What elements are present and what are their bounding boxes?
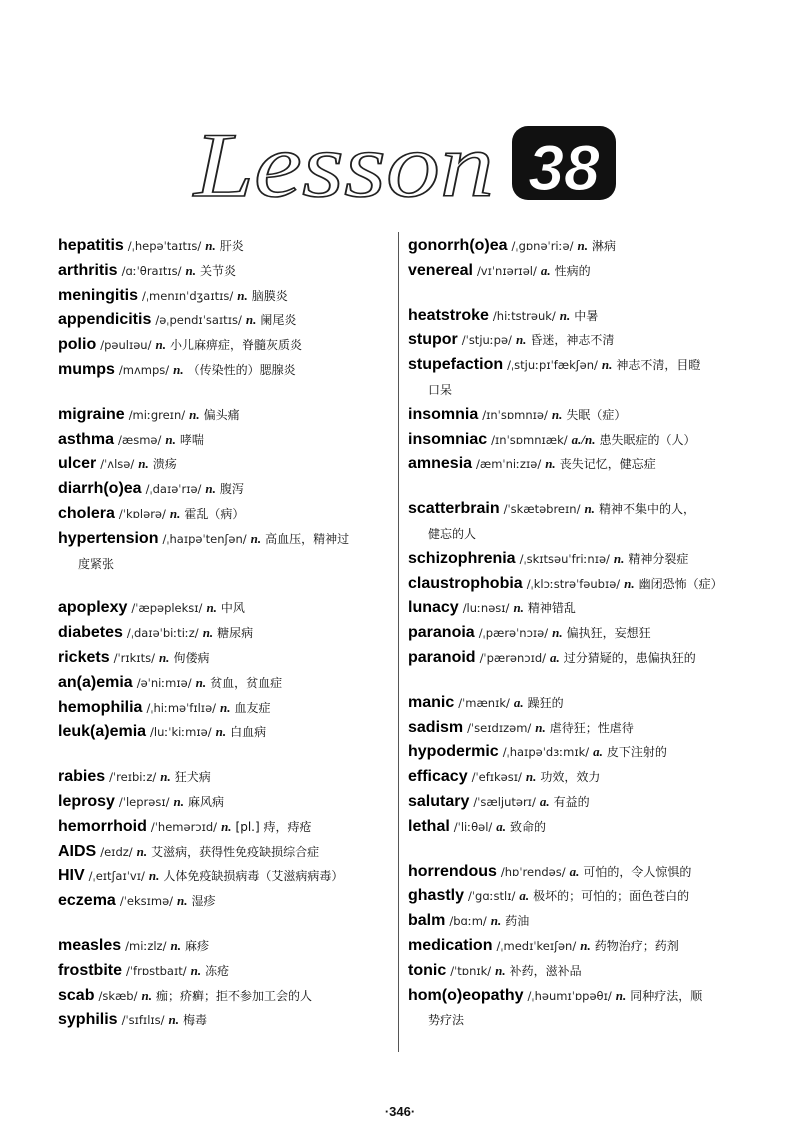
vocab-word: ghastly [408, 887, 465, 905]
vocab-word: efficacy [408, 768, 468, 786]
vocab-definition: 肝炎 [219, 239, 244, 253]
vocab-part-of-speech: n. [245, 312, 257, 328]
vocab-entry [408, 716, 760, 741]
vocab-definition: 中风 [220, 601, 245, 616]
vocab-pronunciation: /ˈleprəsɪ/ [118, 794, 170, 809]
vocab-word: hepatitis [58, 237, 124, 254]
vocab-definition: 幽闭恐怖（症） [638, 576, 723, 591]
vocab-word: hypertension [58, 529, 159, 547]
vocab-definition: （传染性的）腮腺炎 [187, 362, 296, 377]
vocab-definition: 关节炎 [200, 263, 237, 278]
vocab-word: schizophrenia [408, 549, 516, 567]
vocab-word: amnesia [408, 455, 473, 473]
vocab-pronunciation: /ˌpærəˈnɔɪə/ [478, 626, 549, 641]
vocab-part-of-speech: n. [155, 337, 166, 353]
vocab-definition: 补药，滋补品 [509, 963, 582, 978]
vocab-word: mumps [58, 360, 115, 378]
vocab-group [408, 691, 760, 840]
vocab-definition-continued: 势疗法 [428, 1013, 465, 1028]
vocab-word: paranoia [408, 624, 475, 642]
vocab-part-of-speech: n. [584, 501, 595, 517]
vocab-entry [58, 259, 388, 284]
vocab-part-of-speech: n. [237, 287, 248, 303]
vocab-word: medication [408, 936, 493, 954]
vocab-definition: 丧失记忆，健忘症 [559, 457, 656, 472]
vocab-pronunciation: /ˈefɪkəsɪ/ [471, 770, 522, 785]
vocab-pronunciation: /ˈkɒlərə/ [118, 506, 166, 521]
vocab-pronunciation: /miːzlz/ [125, 938, 167, 953]
vocab-part-of-speech: n. [190, 962, 202, 978]
vocab-pronunciation: /ˌmenɪnˈdʒaɪtɪs/ [142, 288, 234, 303]
vocab-word: insomnia [408, 405, 479, 423]
vocab-word: diarrh(o)ea [58, 480, 142, 498]
vocab-pronunciation: /eɪdz/ [100, 844, 133, 859]
vocab-definition: 哮喘 [179, 432, 204, 447]
vocab-definition: 偏执狂，妄想狂 [566, 626, 651, 641]
vocab-pronunciation: /luːnəsɪ/ [462, 601, 510, 616]
vocab-word: frostbite [58, 961, 122, 979]
vocab-pronunciation: /ˈseɪdɪzəm/ [467, 720, 532, 735]
vocab-part-of-speech: n. [148, 868, 160, 884]
vocab-pronunciation: /mʌmps/ [118, 362, 170, 377]
vocab-pronunciation: /ˈstjuːpə/ [461, 333, 512, 348]
vocab-word: tonic [408, 961, 447, 979]
vocab-word: insomniac [408, 430, 488, 448]
vocab-part-of-speech: a. [539, 793, 550, 809]
vocab-definition: 梅毒 [183, 1013, 208, 1028]
vocab-definition: 同种疗法，顺 [630, 988, 703, 1003]
vocab-pronunciation: /ɪnˈsɒmnɪə/ [482, 407, 548, 422]
vocab-definition: 霍乱（病） [184, 506, 245, 521]
vocab-entry [58, 815, 388, 840]
vocab-word: measles [58, 936, 122, 954]
vocab-definition: 湿疹 [191, 894, 216, 909]
vocab-pronunciation: /hiːtstrəuk/ [492, 308, 556, 323]
vocab-pronunciation: /miːgreɪn/ [128, 407, 186, 422]
vocab-entry [58, 428, 388, 453]
vocab-entry [408, 234, 760, 259]
vocab-word: salutary [408, 792, 470, 810]
vocab-entry [58, 934, 388, 959]
vocab-definition: 偏头痛 [203, 407, 240, 422]
vocab-part-of-speech: n. [177, 893, 188, 909]
vocab-pronunciation: /ˈsæljutərɪ/ [473, 794, 536, 809]
vocab-word: hemorrhoid [58, 817, 147, 835]
vocab-entry [58, 308, 388, 333]
vocab-word: appendicitis [58, 311, 152, 329]
vocab-group [58, 596, 388, 745]
vocab-part-of-speech: n. [138, 456, 149, 472]
vocab-entry [58, 477, 388, 502]
vocab-entry [408, 909, 760, 934]
page-number: ·346· [384, 1104, 416, 1119]
vocab-word: lethal [408, 817, 450, 835]
vocab-definition: 可怕的，令人惊惧的 [583, 864, 692, 879]
vocab-part-of-speech: n. [206, 600, 217, 616]
vocab-definition: 艾滋病，获得性免疫缺损综合症 [151, 844, 320, 859]
vocab-definition: 小儿麻痹症，脊髓灰质炎 [169, 338, 302, 353]
vocab-entry [58, 403, 388, 428]
vocab-group [58, 403, 388, 577]
vocab-word: claustrophobia [408, 574, 523, 592]
vocab-definition: 脑膜炎 [251, 288, 288, 303]
vocab-word: apoplexy [58, 599, 128, 617]
vocab-pronunciation: /luːˈkiːmɪə/ [150, 725, 212, 740]
vocab-group [58, 765, 388, 914]
vocab-part-of-speech: n. [205, 481, 216, 497]
column-divider [398, 232, 399, 1052]
vocab-part-of-speech: n. [195, 674, 207, 690]
vocab-word: rickets [58, 648, 110, 666]
vocab-part-of-speech: n. [515, 332, 527, 348]
vocab-entry [58, 671, 388, 696]
vocab-entry [408, 596, 760, 621]
vocab-word: scatterbrain [408, 500, 500, 518]
vocab-definition: 中暑 [574, 308, 599, 323]
vocab-word: cholera [58, 504, 115, 522]
vocab-definition: 痂；疥癣；拒不参加工会的人 [155, 988, 312, 1003]
vocab-definition-continued: 健忘的人 [428, 526, 477, 541]
vocab-definition: 昏迷，神志不清 [530, 333, 615, 348]
vocab-entry [58, 284, 388, 309]
vocab-part-of-speech: n. [173, 361, 184, 377]
vocab-part-of-speech: n. [136, 843, 148, 859]
vocab-word: hypodermic [408, 743, 499, 761]
vocab-entry [408, 984, 760, 1034]
vocab-pronunciation: /ˌdaɪəˈrɪə/ [145, 482, 202, 497]
vocab-pronunciation: /əˌpendɪˈsaɪtɪs/ [155, 313, 242, 328]
vocab-part-of-speech: n. [580, 937, 591, 953]
vocab-pronunciation: /ˈfrɒstbaɪt/ [126, 963, 187, 978]
vocab-pronunciation: /ˈmænɪk/ [458, 695, 510, 710]
vocab-pronunciation: /ˌmedɪˈkeɪʃən/ [496, 938, 577, 953]
vocab-word: arthritis [58, 261, 118, 279]
vocab-part-of-speech: a. [496, 818, 507, 834]
vocab-part-of-speech: n. [221, 818, 232, 834]
vocab-pronunciation: /ˌhepəˈtaɪtɪs/ [127, 239, 202, 253]
vocab-entry [58, 765, 388, 790]
vocab-definition: 药油 [505, 914, 530, 929]
vocab-word: hom(o)eopathy [408, 986, 524, 1004]
vocab-pronunciation: /ˌklɔːstrəˈfəubɪə/ [526, 576, 621, 591]
lesson-title-word: Lesson [191, 114, 495, 208]
vocab-part-of-speech: n. [624, 575, 635, 591]
vocab-definition: 淋病 [591, 239, 616, 253]
vocab-word: manic [408, 693, 455, 711]
vocab-part-of-speech: n. [189, 406, 200, 422]
vocab-pronunciation: /ˌeɪtʃaɪˈvɪ/ [88, 869, 145, 884]
vocab-entry [408, 259, 760, 284]
vocab-entry [408, 646, 760, 671]
vocab-pronunciation: /ˌgɒnəˈriːə/ [511, 239, 574, 253]
vocab-definition: 药物治疗；药剂 [594, 938, 679, 953]
vocab-group [408, 860, 760, 1034]
vocab-part-of-speech: n. [615, 987, 627, 1003]
vocab-definition: 精神不集中的人， [598, 502, 695, 517]
vocab-entry [408, 884, 760, 909]
vocab-definition: 麻风病 [187, 794, 224, 809]
vocab-part-of-speech: n. [158, 649, 170, 665]
vocab-part-of-speech: a. [593, 744, 603, 760]
vocab-entry [58, 502, 388, 527]
vocab-word: heatstroke [408, 306, 489, 324]
vocab-entry [58, 840, 388, 865]
vocab-word: stupor [408, 331, 458, 349]
vocab-part-of-speech: a. [569, 863, 580, 879]
vocab-word: horrendous [408, 862, 497, 880]
vocab-group [58, 934, 388, 1033]
vocab-part-of-speech: n. [525, 769, 537, 785]
vocab-part-of-speech: n. [205, 238, 216, 253]
vocab-word: venereal [408, 261, 473, 279]
lesson-number: 38 [528, 132, 600, 204]
vocab-word: polio [58, 336, 97, 354]
vocab-group [408, 304, 760, 478]
vocab-pronunciation: /ˈeksɪmə/ [119, 894, 174, 909]
vocab-word: meningitis [58, 286, 139, 304]
vocab-pronunciation: /ˈreɪbiːz/ [109, 770, 157, 785]
vocab-part-of-speech: n. [220, 699, 231, 715]
vocab-entry [58, 1008, 388, 1033]
vocab-word: syphilis [58, 1011, 118, 1029]
vocab-pronunciation: /ˈskætəbreɪn/ [503, 502, 581, 517]
vocab-word: rabies [58, 768, 106, 786]
vocab-pronunciation: /vɪˈnɪərɪəl/ [476, 263, 537, 278]
vocab-part-of-speech: n. [160, 769, 171, 785]
vocab-part-of-speech: n. [613, 550, 625, 566]
vocab-definition: 阑尾炎 [260, 313, 297, 328]
vocab-definition: 躁狂的 [527, 695, 564, 710]
vocab-word: diabetes [58, 624, 123, 642]
vocab-part-of-speech: a. [513, 694, 524, 710]
vocab-pronunciation: /əˈniːmɪə/ [136, 675, 192, 690]
vocab-definition: 溃疡 [152, 457, 177, 472]
vocab-pronunciation: /bɑːm/ [449, 914, 487, 929]
vocab-definition: 人体免疫缺损病毒（艾滋病病毒） [163, 869, 344, 884]
vocab-entry [408, 328, 760, 353]
vocab-part-of-speech: n. [577, 238, 588, 253]
vocab-definition: 神志不清，目瞪 [616, 358, 701, 373]
vocabulary-column-right [408, 234, 760, 1053]
vocab-word: AIDS [58, 842, 97, 860]
vocab-entry [408, 959, 760, 984]
vocab-entry [408, 691, 760, 716]
vocab-word: leprosy [58, 792, 115, 810]
vocab-group [58, 234, 388, 383]
vocab-entry [58, 889, 388, 914]
vocab-word: ulcer [58, 455, 97, 473]
vocab-entry [408, 547, 760, 572]
vocab-word: migraine [58, 405, 125, 423]
vocab-word: hemophilia [58, 698, 143, 716]
vocab-word: stupefaction [408, 356, 504, 374]
vocab-part-of-speech: n. [170, 937, 181, 953]
vocab-pronunciation: /æmˈniːzɪə/ [476, 457, 542, 472]
vocab-pronunciation: /ˈpærənɔɪd/ [479, 650, 547, 665]
vocab-definition: 精神分裂症 [628, 551, 689, 566]
vocab-definition: 致命的 [510, 819, 547, 834]
vocab-group [408, 497, 760, 671]
vocab-definition: 皮下注射的 [606, 745, 667, 760]
vocab-entry [58, 452, 388, 477]
vocab-entry [58, 234, 388, 259]
vocab-definition: 失眠（症） [566, 407, 627, 422]
vocab-definition: 极坏的；可怕的；面色苍白的 [533, 889, 690, 904]
vocab-definition: 冻疮 [205, 963, 230, 978]
vocab-pronunciation: /ɪnˈsɒmnɪæk/ [491, 432, 568, 447]
vocab-pronunciation: /ˈliːθəl/ [453, 819, 493, 834]
vocab-definition: 有益的 [553, 794, 590, 809]
vocab-definition: 精神错乱 [527, 601, 576, 616]
vocab-definition: 白血病 [230, 725, 267, 740]
vocab-pronunciation: /ˈæpəpleksɪ/ [131, 601, 203, 616]
vocab-entry [408, 740, 760, 765]
vocab-word: scab [58, 986, 95, 1004]
vocab-pronunciation: /æsmə/ [118, 432, 162, 447]
vocab-entry [408, 765, 760, 790]
vocab-definition: 贫血，贫血症 [210, 675, 283, 690]
vocab-entry [408, 860, 760, 885]
vocab-entry [58, 959, 388, 984]
vocab-definition: 麻疹 [184, 938, 209, 953]
vocab-entry [58, 621, 388, 646]
vocab-pronunciation: /hɒˈrendəs/ [500, 864, 566, 879]
vocab-word: an(a)emia [58, 673, 133, 691]
vocab-word: lunacy [408, 599, 459, 617]
lesson-title [190, 92, 630, 208]
vocab-definition: 狂犬病 [174, 770, 211, 785]
vocab-definition-continued: 度紧张 [78, 556, 115, 571]
vocab-definition: 高血压，精神过 [265, 531, 350, 546]
vocab-definition: 血友症 [234, 700, 271, 715]
vocab-entry [408, 815, 760, 840]
vocab-pronunciation: /ˈsɪfɪlɪs/ [121, 1013, 165, 1028]
vocab-part-of-speech: a. [540, 262, 551, 278]
vocab-entry [58, 696, 388, 721]
vocab-definition: 功效，效力 [540, 770, 601, 785]
vocab-part-of-speech: n. [250, 530, 262, 546]
vocab-pronunciation: /ˈtɒnɪk/ [450, 963, 492, 978]
vocab-part-of-speech: n. [202, 625, 214, 641]
vocab-definition: 虐待狂；性虐待 [549, 720, 634, 735]
vocab-pronunciation: /ˈʌlsə/ [100, 457, 135, 472]
vocab-entry [408, 403, 760, 428]
vocab-pronunciation: /ˌhəumɪˈɒpəθɪ/ [527, 988, 612, 1003]
vocab-part-of-speech: a./n. [571, 431, 596, 447]
vocab-word: asthma [58, 430, 115, 448]
vocab-part-of-speech: n. [169, 505, 181, 521]
vocab-entry [408, 790, 760, 815]
vocab-definition: 过分猜疑的，患偏执狂的 [563, 650, 696, 665]
vocab-pronunciation: /ˌstjuːpɪˈfækʃən/ [507, 358, 598, 373]
vocabulary-column-left [58, 234, 388, 1053]
vocab-definition: 腹泻 [219, 482, 244, 497]
vocab-pronunciation: /ˌhiːməˈfɪlɪə/ [146, 700, 217, 715]
vocab-pronunciation: /ˈgɑːstlɪ/ [468, 889, 516, 904]
vocab-entry [58, 984, 388, 1009]
vocab-part-of-speech: n. [495, 962, 506, 978]
vocab-part-of-speech: n. [545, 456, 556, 472]
vocab-entry [58, 596, 388, 621]
vocab-entry [58, 646, 388, 671]
vocab-entry [408, 572, 760, 597]
vocab-word: sadism [408, 718, 464, 736]
vocab-part-of-speech: n. [559, 307, 571, 323]
vocab-pronunciation: /ˈrɪkɪts/ [113, 650, 155, 665]
vocab-part-of-speech: a. [550, 649, 560, 665]
vocab-definition: 患失眠症的（人） [599, 432, 696, 447]
vocab-part-of-speech: n. [141, 987, 152, 1003]
vocab-pronunciation: /ˌhaɪpəˈdɜːmɪk/ [502, 745, 590, 760]
vocab-entry [408, 934, 760, 959]
vocab-word: leuk(a)emia [58, 723, 147, 741]
vocab-word: gonorrh(o)ea [408, 237, 508, 254]
vocab-entry [58, 864, 388, 889]
vocab-definition: 糖尿病 [217, 626, 254, 641]
vocab-part-of-speech: n. [601, 357, 613, 373]
vocab-pronunciation: /ˈhemərɔɪd/ [150, 819, 218, 834]
vocab-definition: 佝偻病 [173, 650, 210, 665]
vocab-pronunciation: /ˌdaɪəˈbiːtiːz/ [126, 626, 199, 641]
vocab-part-of-speech: n. [513, 600, 524, 616]
vocab-part-of-speech: n. [551, 406, 563, 422]
vocab-entry [58, 527, 388, 577]
vocab-part-of-speech: n. [168, 1012, 180, 1028]
vocab-entry [58, 720, 388, 745]
vocab-part-of-speech: n. [173, 793, 184, 809]
vocab-entry [408, 452, 760, 477]
vocab-part-of-speech: n. [552, 625, 563, 641]
vocab-part-of-speech: a. [519, 888, 530, 904]
vocab-word: HIV [58, 867, 85, 885]
vocab-word: eczema [58, 892, 116, 910]
vocab-pronunciation: /ˌskɪtsəuˈfriːnɪə/ [519, 551, 610, 566]
vocab-part-of-speech: n. [165, 431, 176, 447]
vocab-definition-continued: 口呆 [428, 382, 453, 397]
vocab-word: paranoid [408, 648, 476, 666]
vocab-definition: [pl.] 痔，痔疮 [235, 819, 312, 834]
vocab-part-of-speech: n. [490, 913, 502, 929]
vocab-entry [58, 333, 388, 358]
vocab-pronunciation: /skæb/ [98, 988, 138, 1003]
vocab-part-of-speech: n. [535, 719, 546, 735]
vocab-pronunciation: /pəulɪəu/ [100, 338, 152, 353]
vocab-entry [408, 353, 760, 403]
vocab-entry [408, 428, 760, 453]
vocab-group [408, 234, 760, 284]
vocab-definition: 性病的 [554, 263, 591, 278]
vocab-entry [408, 304, 760, 329]
vocab-entry [58, 790, 388, 815]
vocab-part-of-speech: n. [185, 262, 197, 278]
vocab-pronunciation: /ˌhaɪpəˈtenʃən/ [162, 531, 247, 546]
vocab-entry [408, 621, 760, 646]
vocab-word: balm [408, 912, 446, 930]
vocab-part-of-speech: n. [215, 724, 227, 740]
vocab-entry [58, 358, 388, 383]
vocab-pronunciation: /ɑːˈθraɪtɪs/ [121, 263, 182, 278]
vocab-entry [408, 497, 760, 547]
